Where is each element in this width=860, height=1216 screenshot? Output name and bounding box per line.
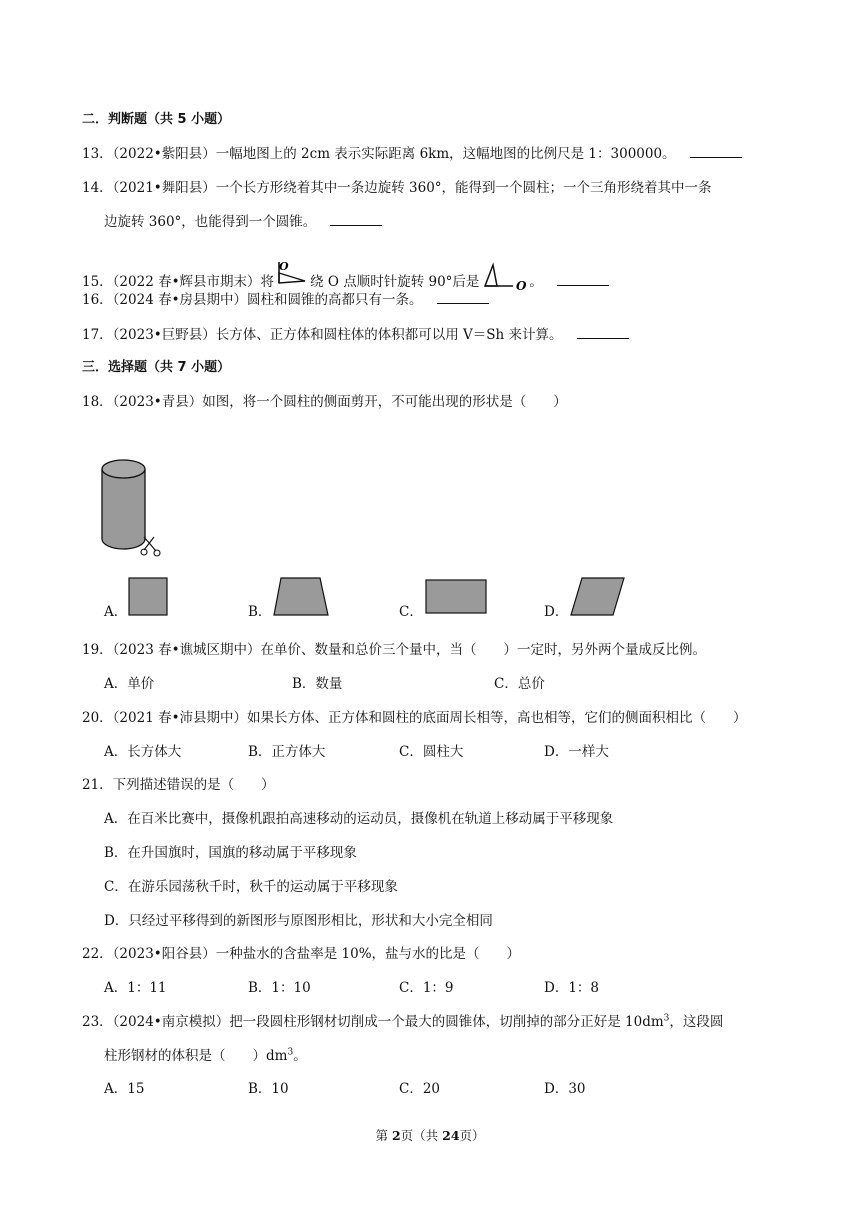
question-18-text: 18．（2023•青县）如图，将一个圆柱的侧面剪开，不可能出现的形状是（ ）: [82, 394, 567, 410]
option-22-a[interactable]: A．1：11: [104, 980, 167, 996]
option-21-a[interactable]: A．在百米比赛中，摄像机跟拍高速移动的运动员，摄像机在轨道上移动属于平移现象: [104, 811, 614, 827]
question-23-line2: [104, 1046, 307, 1066]
question-23-line2-end: 。: [293, 1048, 307, 1064]
option-21-d[interactable]: D．只经过平移得到的新图形与原图形相比，形状和大小完全相同: [104, 913, 493, 929]
option-22-c[interactable]: C．1：9: [399, 980, 454, 996]
option-23-b[interactable]: B．10: [248, 1081, 289, 1097]
answer-blank-15[interactable]: [557, 273, 609, 286]
option-23-c[interactable]: C．20: [399, 1081, 441, 1097]
question-14-line1: 14．（2021•舞阳县）一个长方形绕着其中一条边旋转 360°，能得到一个圆柱；一个三角形绕着其中一条: [82, 180, 712, 196]
section-title-choice: 三．选择题（共 7 小题）: [82, 360, 231, 375]
footer-prefix: 第: [375, 1128, 392, 1143]
question-19-text: 19．（2023 春•谯城区期中）在单价、数量和总价三个量中，当（ ）一定时，另外两个量成反比例。: [82, 642, 707, 658]
option-18-a-square-shape[interactable]: [128, 577, 168, 617]
question-23-line2-text: 柱形钢材的体积是（ ）dm: [104, 1048, 288, 1064]
question-13: [82, 144, 742, 164]
answer-blank-14[interactable]: [330, 213, 382, 226]
option-20-d[interactable]: D．一样大: [544, 744, 609, 760]
total-page-count: 24: [442, 1128, 460, 1143]
question-15-part3: 。: [529, 274, 543, 290]
option-18-b-label: B．: [248, 604, 272, 620]
question-22-text: 22．（2023•阳谷县）一种盐水的含盐率是 10%，盐与水的比是（ ）: [82, 946, 521, 962]
option-19-a[interactable]: A．单价: [104, 676, 155, 692]
question-16: [82, 290, 489, 310]
option-19-c[interactable]: C．总价: [494, 676, 545, 692]
answer-blank-17[interactable]: [577, 326, 629, 339]
question-17: [82, 325, 629, 345]
option-20-b[interactable]: B．正方体大: [248, 744, 326, 760]
option-23-a[interactable]: A．15: [104, 1081, 145, 1097]
option-20-c[interactable]: C．圆柱大: [399, 744, 464, 760]
question-20-text: 20．（2021 春•沛县期中）如果长方体、正方体和圆柱的底面周长相等，高也相等，它们的侧面积相比（ ）: [82, 710, 747, 726]
option-23-d[interactable]: D．30: [544, 1081, 586, 1097]
question-16-text: 16．（2024 春•房县期中）圆柱和圆锥的高都只有一条。: [82, 292, 423, 308]
question-23-line1: [82, 1012, 723, 1032]
option-21-b[interactable]: B．在升国旗时，国旗的移动属于平移现象: [104, 845, 357, 861]
footer-suffix: 页）: [459, 1128, 485, 1143]
cylinder-with-scissors-figure: [98, 458, 164, 558]
question-15-part2: 绕 O 点顺时针旋转 90°后是: [310, 274, 480, 290]
cube-superscript: 3: [287, 1047, 294, 1058]
question-23-line1-end: ，这段圆: [669, 1014, 724, 1030]
question-14-line2: 边旋转 360°，也能得到一个圆锥。: [104, 214, 317, 230]
svg-text:O: O: [516, 279, 527, 292]
triangle-before-rotation-figure: [274, 260, 310, 290]
svg-text:O: O: [279, 260, 289, 273]
section-title-judgement: 二．判断题（共 5 小题）: [82, 112, 231, 127]
option-20-a[interactable]: A．长方体大: [104, 744, 182, 760]
page-footer: [0, 1127, 860, 1145]
option-18-d-parallelogram-shape[interactable]: [570, 577, 626, 617]
option-18-c-rectangle-shape[interactable]: [425, 579, 487, 615]
current-page-number: 2: [391, 1128, 401, 1143]
answer-blank-16[interactable]: [437, 291, 489, 304]
option-18-a-label: A．: [104, 604, 128, 620]
option-22-b[interactable]: B．1：10: [248, 980, 311, 996]
question-17-text: 17．（2023•巨野县）长方体、正方体和圆柱体的体积都可以用 V＝Sh 来计算。: [82, 327, 563, 343]
option-18-b-trapezoid-shape[interactable]: [272, 577, 330, 617]
option-18-c-label: C．: [399, 604, 423, 620]
footer-middle: 页（共: [400, 1128, 443, 1143]
answer-blank-13[interactable]: [690, 145, 742, 158]
option-18-d-label: D．: [544, 604, 569, 620]
option-19-b[interactable]: B．数量: [292, 676, 343, 692]
question-14: [104, 212, 382, 232]
option-22-d[interactable]: D．1：8: [544, 980, 600, 996]
question-23-line1-text: 23．（2024•南京模拟）把一段圆柱形钢材切削成一个最大的圆锥体，切削掉的部分正好是 10dm: [82, 1014, 664, 1030]
question-15-part1: 15．（2022 春•辉县市期末）将: [82, 274, 275, 290]
question-21-text: 21．下列描述错误的是（ ）: [82, 777, 275, 793]
triangle-after-rotation-figure: [479, 262, 529, 292]
question-13-text: 13．（2022•紫阳县）一幅地图上的 2cm 表示实际距离 6km，这幅地图的比例尺是 1：300000。: [82, 146, 676, 162]
question-15: [82, 260, 609, 292]
option-21-c[interactable]: C．在游乐园荡秋千时，秋千的运动属于平移现象: [104, 879, 398, 895]
cube-superscript: 3: [663, 1013, 670, 1024]
